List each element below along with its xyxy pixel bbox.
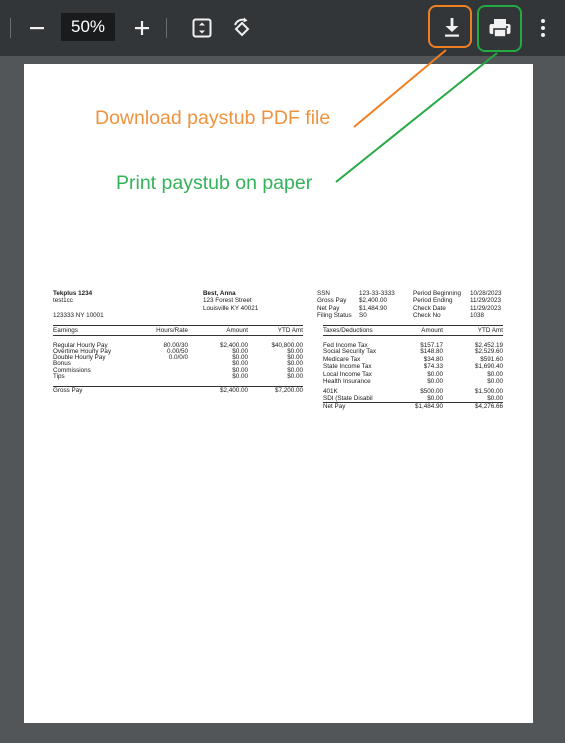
- tax-name: SDI (State Disabil: [323, 395, 373, 402]
- info-label: SSN: [317, 290, 330, 297]
- taxes-col-header: YTD Amt: [477, 327, 503, 334]
- tax-name: State Income Tax: [323, 363, 372, 370]
- period-value: 11/29/2023: [470, 305, 502, 312]
- earnings-amount: $2,400.00: [219, 342, 248, 349]
- period-value: 10/28/2023: [470, 290, 502, 297]
- earnings-name: Commissions: [53, 367, 91, 374]
- earnings-name: Overtime Hourly Pay: [53, 348, 112, 355]
- earnings-ytd: $0.00: [287, 348, 303, 355]
- tax-amount: $74.33: [423, 363, 443, 370]
- tax-amount: $148.80: [420, 348, 443, 355]
- earnings-amount: $0.00: [232, 348, 248, 355]
- earnings-name: Regular Hourly Pay: [53, 342, 108, 349]
- print-callout-text: Print paystub on paper: [116, 172, 313, 194]
- tax-name: Health Insurance: [323, 378, 371, 385]
- earnings-ytd: $0.00: [287, 367, 303, 374]
- period-label: Period Ending: [413, 297, 453, 304]
- earnings-ytd: $0.00: [287, 360, 303, 367]
- tax-amount: $0.00: [427, 395, 443, 402]
- tax-ytd: $0.00: [487, 395, 503, 402]
- employee-name: Best, Anna: [203, 290, 236, 297]
- earnings-col-header: Earnings: [53, 327, 78, 334]
- earnings-rate: 0.0/0/0: [168, 354, 188, 361]
- earnings-header-rule: [53, 325, 303, 326]
- info-value: $2,400.00: [359, 297, 388, 304]
- employee-street: 123 Forest Street: [203, 297, 252, 304]
- tax-ytd: $2,529.60: [474, 348, 503, 355]
- info-value: S0: [359, 312, 367, 319]
- tax-amount: $0.00: [427, 378, 443, 385]
- download-callout-text: Download paystub PDF file: [95, 107, 331, 129]
- earnings-name: Tips: [53, 373, 65, 380]
- earnings-amount: $0.00: [232, 373, 248, 380]
- company-address: 123333 NY 10001: [53, 312, 104, 319]
- tax-name: Local Income Tax: [323, 371, 372, 378]
- company-name: Tekplus 1234: [53, 290, 93, 297]
- info-label: Filing Status: [317, 312, 352, 319]
- taxes-header-rule: [323, 335, 503, 336]
- tax-amount: $34.80: [423, 356, 443, 363]
- gross-pay-ytd: $7,200.00: [274, 387, 303, 394]
- tax-name: Fed Income Tax: [323, 342, 368, 349]
- taxes-header-rule: [323, 325, 503, 326]
- tax-ytd: $1,500.00: [474, 388, 503, 395]
- info-label: Gross Pay: [317, 297, 347, 304]
- info-value: $1,484.90: [359, 305, 388, 312]
- earnings-ytd: $0.00: [287, 354, 303, 361]
- gross-pay-label: Gross Pay: [53, 387, 83, 394]
- net-pay-label: Net Pay: [323, 403, 346, 410]
- company-sub: test1cc: [53, 297, 73, 304]
- earnings-ytd: $0.00: [287, 373, 303, 380]
- tax-ytd: $1,690.40: [474, 363, 503, 370]
- earnings-name: Bonus: [53, 360, 71, 367]
- taxes-col-header: Taxes/Deductions: [323, 327, 373, 334]
- gross-pay-amount: $2,400.00: [219, 387, 248, 394]
- tax-ytd: $2,452.19: [474, 342, 503, 349]
- earnings-ytd: $40,800.00: [271, 342, 303, 349]
- earnings-amount: $0.00: [232, 360, 248, 367]
- earnings-rate: 80.00/30: [163, 342, 188, 349]
- net-pay-ytd: $4,276.66: [474, 403, 503, 410]
- taxes-col-header: Amount: [421, 327, 443, 334]
- tax-name: 401K: [323, 388, 338, 395]
- earnings-col-header: Hours/Rate: [156, 327, 188, 334]
- earnings-amount: $0.00: [232, 367, 248, 374]
- tax-amount: $500.00: [420, 388, 443, 395]
- earnings-amount: $0.00: [232, 354, 248, 361]
- tax-name: Social Security Tax: [323, 348, 377, 355]
- earnings-header-rule: [53, 335, 303, 336]
- earnings-rate: 0.00/50: [166, 348, 188, 355]
- zoom-level-input[interactable]: 50%: [61, 13, 115, 41]
- tax-amount: $0.00: [427, 371, 443, 378]
- tax-amount: $157.17: [420, 342, 443, 349]
- period-label: Check Date: [413, 305, 446, 312]
- earnings-col-header: YTD Amt: [277, 327, 303, 334]
- period-value: 1038: [470, 312, 485, 319]
- period-value: 11/29/2023: [470, 297, 502, 304]
- tax-ytd: $591.60: [480, 356, 503, 363]
- period-label: Period Beginning: [413, 290, 461, 297]
- net-pay-amount: $1,484.90: [414, 403, 443, 410]
- tax-ytd: $0.00: [487, 378, 503, 385]
- earnings-name: Double Hourly Pay: [53, 354, 106, 361]
- earnings-col-header: Amount: [226, 327, 248, 334]
- info-value: 123-33-3333: [359, 290, 395, 297]
- tax-ytd: $0.00: [487, 371, 503, 378]
- employee-city: Louisville KY 40021: [203, 305, 259, 312]
- tax-name: Medicare Tax: [323, 356, 361, 363]
- period-label: Check No: [413, 312, 441, 319]
- info-label: Net Pay: [317, 305, 340, 312]
